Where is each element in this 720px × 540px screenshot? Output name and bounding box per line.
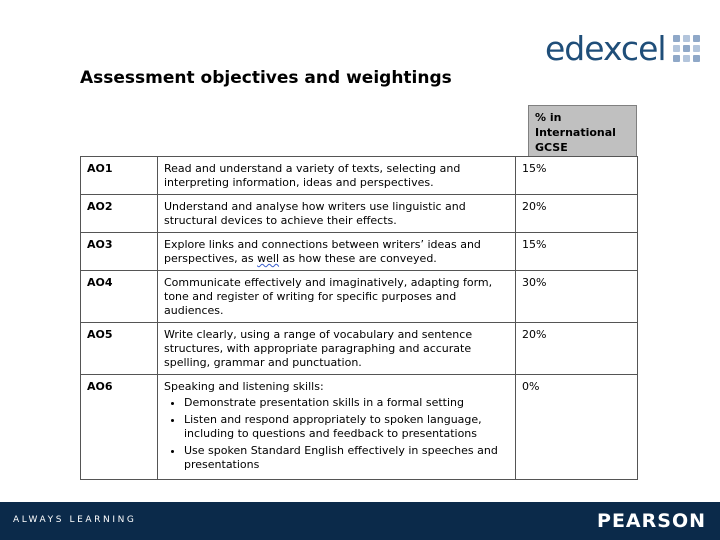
pearson-logo: PEARSON [597,510,706,532]
table-row [81,157,638,195]
ao-description: Understand and analyse how writers use linguistic and structural devices to achieve their effects. [158,195,516,233]
ao-weighting: 15% [516,157,638,195]
list-item: • Use spoken Standard English effectively in speeches and presentations [184,444,509,472]
ao-weighting: 0% [516,375,638,480]
logo-dot [673,55,680,62]
footer-tagline: ALWAYS LEARNING [13,515,137,525]
logo-dot [673,45,680,52]
ao-code: AO6 [81,375,158,480]
table-row [81,323,638,375]
list-item: • Listen and respond appropriately to spoken language, including to questions and feedback to presentations [184,413,509,441]
logo-dot [683,35,690,42]
ao-code: AO4 [81,271,158,323]
description-text: as how these are conveyed. [279,252,437,265]
header-line: GCSE [535,141,568,154]
ao-code: AO1 [81,157,158,195]
ao-description: Communicate effectively and imaginatively, adapting form, tone and register of writing for specific purposes and audiences. [158,271,516,323]
logo-dots-icon [673,35,700,62]
table-row [81,271,638,323]
logo-dot [693,45,700,52]
footer-bar [0,502,720,540]
table-row [81,233,638,271]
page-title: Assessment objectives and weightings [80,68,452,88]
table-row [81,195,638,233]
ao-description: Write clearly, using a range of vocabulary and sentence structures, with appropriate paragraphing and accurate spelling, grammar and punctuation. [158,323,516,375]
logo-dot [693,35,700,42]
logo-dot [683,55,690,62]
skills-list [164,396,509,472]
edexcel-logo [545,28,700,68]
ao-code: AO2 [81,195,158,233]
assessment-objectives-table [80,156,638,480]
ao-weighting: 30% [516,271,638,323]
list-item: • Demonstrate presentation skills in a formal setting [184,396,509,410]
spellcheck-flagged-word: well [257,252,280,265]
ao-weighting: 20% [516,323,638,375]
ao-description: Read and understand a variety of texts, selecting and interpreting information, ideas and perspectives. [158,157,516,195]
table-row [81,375,638,480]
ao-weighting: 15% [516,233,638,271]
weighting-column-header [528,105,637,157]
description-text: Explore links and connections between writers’ ideas and perspectives, as [164,238,481,265]
logo-dot [693,55,700,62]
ao-weighting: 20% [516,195,638,233]
ao-description [158,233,516,271]
logo-dot [683,45,690,52]
ao-code: AO5 [81,323,158,375]
logo-dot [673,35,680,42]
header-line: International [535,126,616,139]
header-line: % in [535,111,562,124]
ao-description [158,375,516,480]
logo-wordmark: edexcel [545,28,666,68]
description-text: Speaking and listening skills: [164,380,324,393]
ao-code: AO3 [81,233,158,271]
